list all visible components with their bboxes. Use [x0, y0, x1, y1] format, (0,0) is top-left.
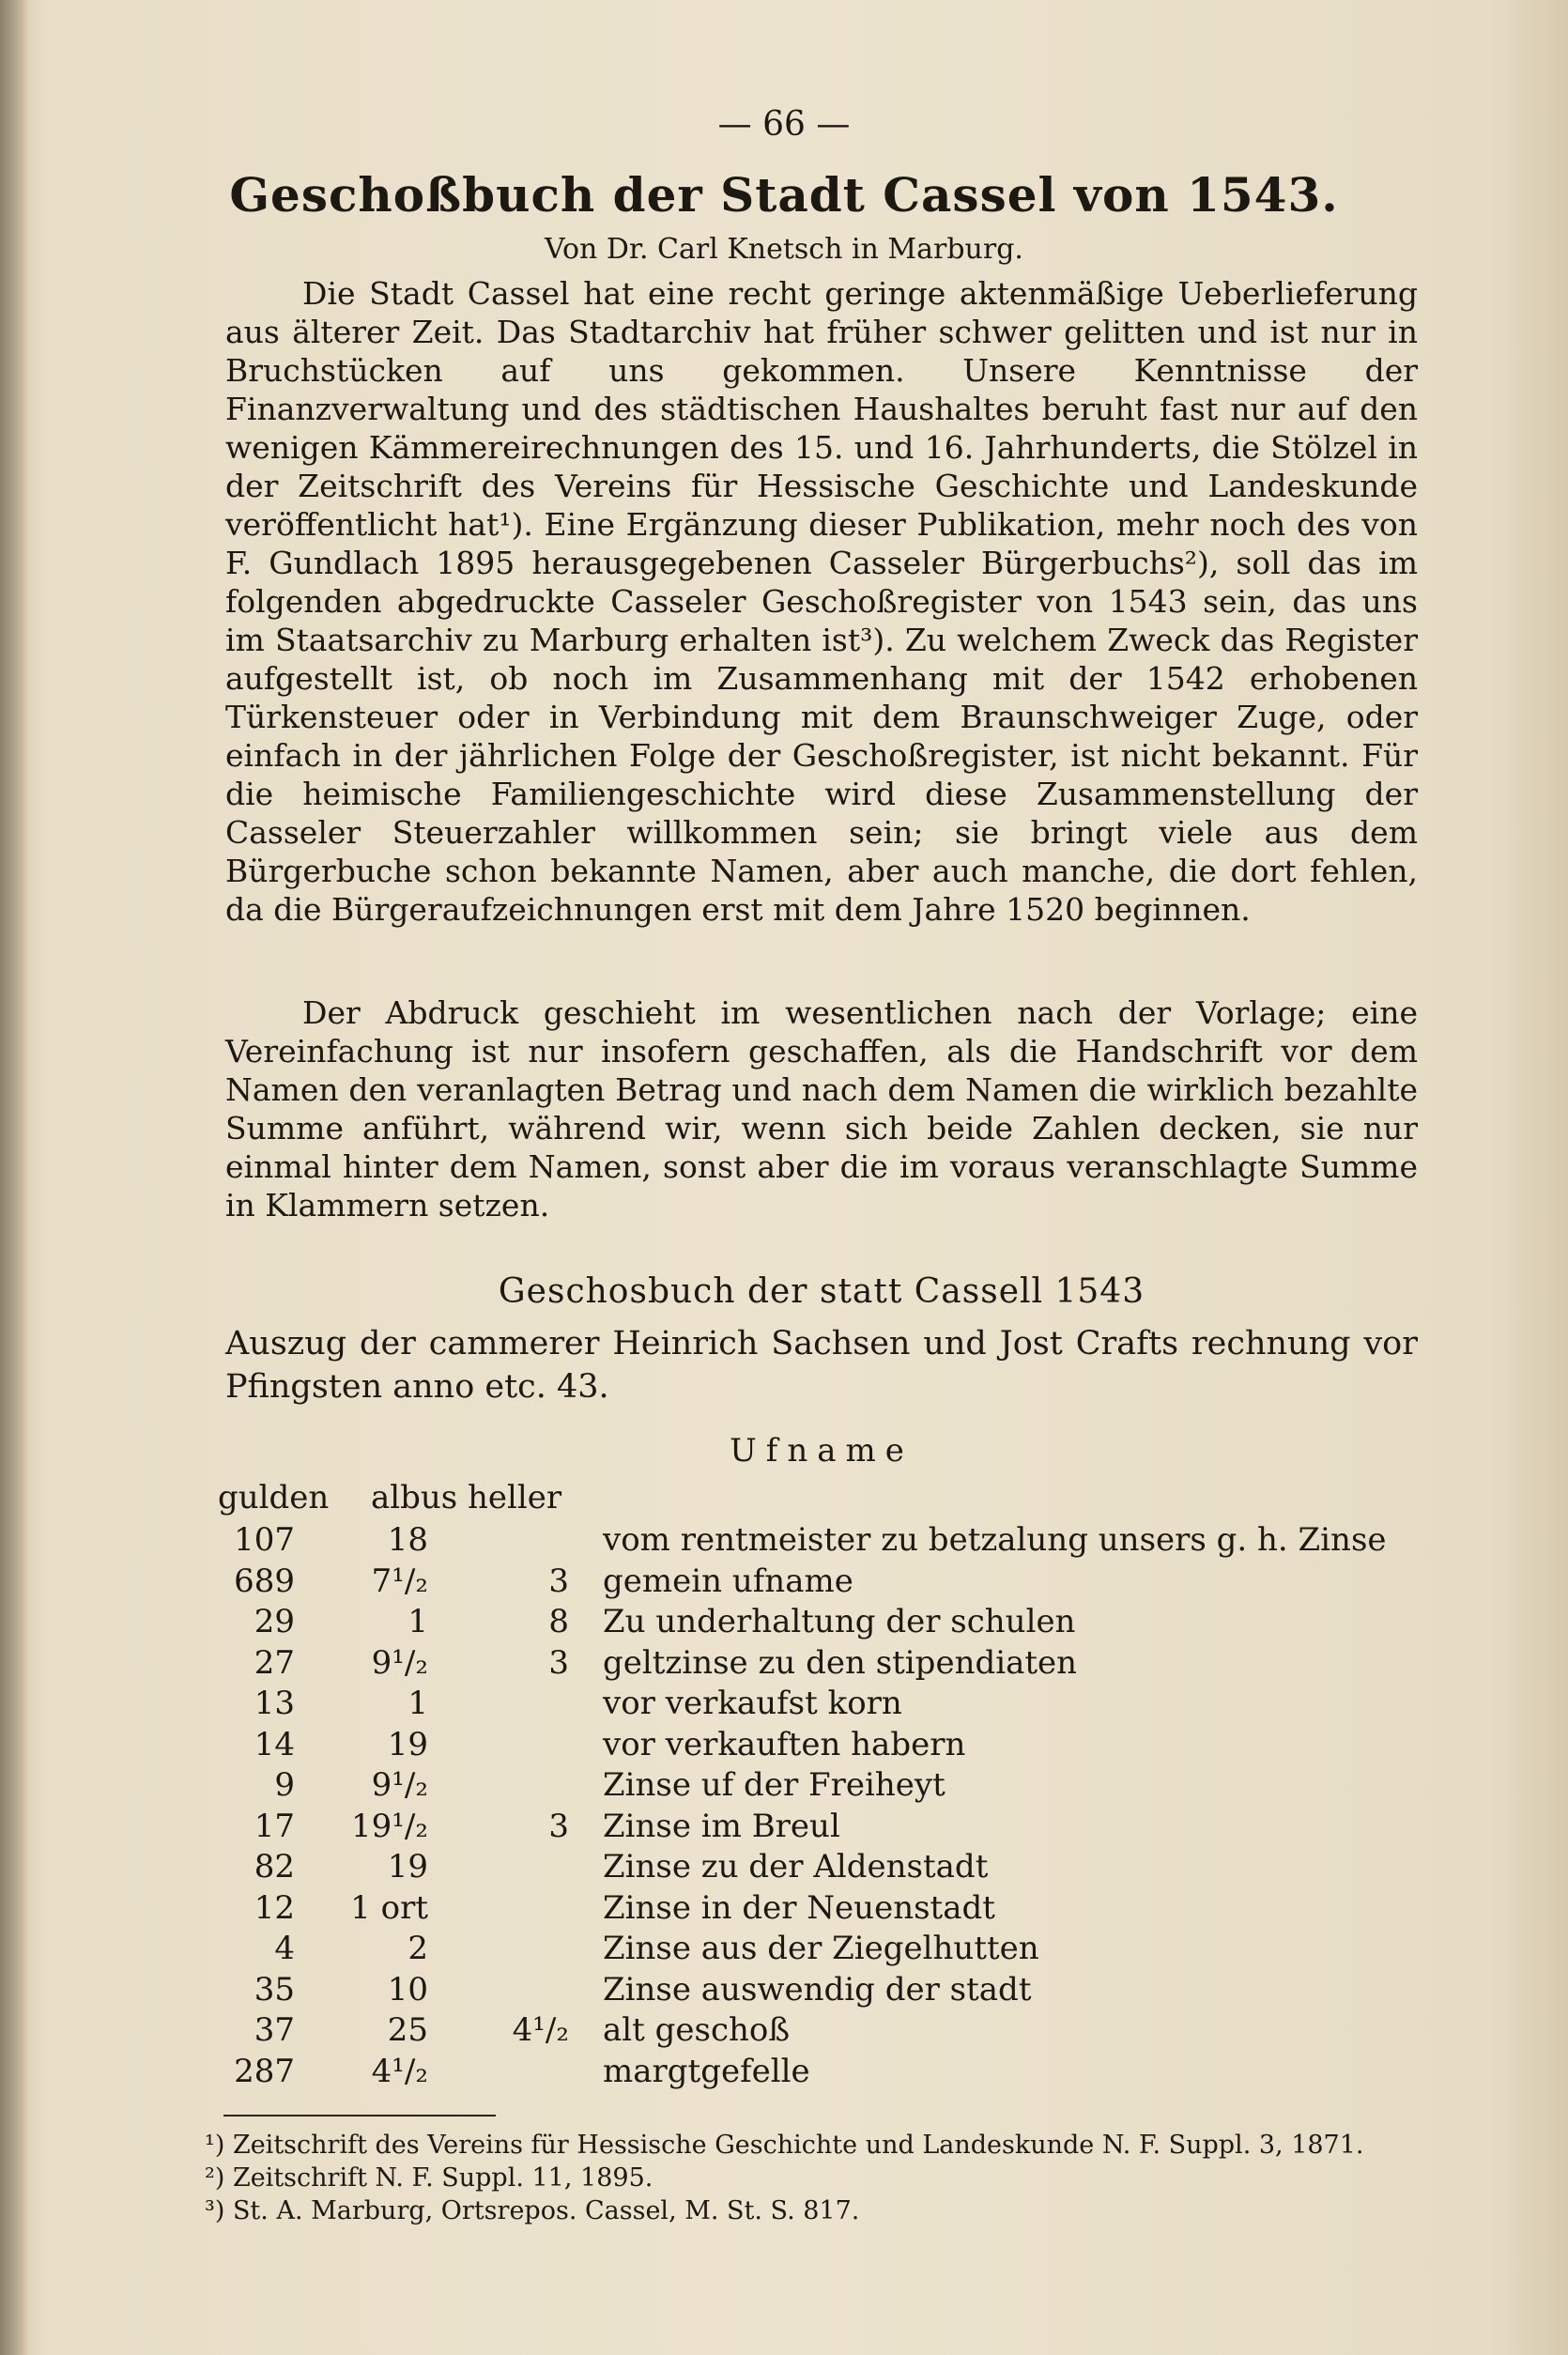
- cell-heller: 4¹/₂: [512, 2011, 569, 2049]
- cell-description: vor verkaufst korn: [603, 1685, 902, 1722]
- page-number: — 66 —: [717, 105, 851, 144]
- section-title: Ufname: [730, 1432, 914, 1470]
- table-row: [216, 1930, 1418, 1971]
- record-subheading: Auszug der cammerer Heinrich Sachsen und Jost Crafts rechnung vor Pfingsten anno etc. 43.: [225, 1325, 1418, 1406]
- book-spine-shadow: [0, 0, 28, 2355]
- cell-gulden: 107: [234, 1521, 295, 1559]
- cell-albus: 19: [387, 1725, 428, 1763]
- cell-albus: 2: [407, 1930, 428, 1967]
- column-header-gulden: gulden: [218, 1479, 330, 1516]
- cell-heller: 3: [548, 1643, 569, 1682]
- ledger-table: [216, 1521, 1418, 2093]
- cell-albus: 18: [387, 1521, 428, 1559]
- table-row: [216, 1685, 1418, 1726]
- cell-gulden: 27: [254, 1643, 295, 1682]
- footnote-2: ²) Zeitschrift N. F. Suppl. 11, 1895.: [205, 2163, 653, 2193]
- cell-description: Zinse im Breul: [603, 1807, 840, 1845]
- footnote-divider: [223, 2115, 496, 2116]
- table-row: [216, 1603, 1418, 1644]
- cell-gulden: 689: [234, 1562, 295, 1600]
- method-paragraph: Der Abdruck geschieht im wesentlichen nach der Vorlage; eine Vereinfachung ist nur insofern geschaffen, als die Handschrift vor dem Namen den veranlagten Betrag und nach dem Namen die wirklich bezahlte Summe anführt, während wir, wenn sich beide Zahlen decken, sie nur einmal hinter dem Namen, sonst aber die im voraus veranschlagte Summe in Klammern setzen.: [225, 994, 1418, 1224]
- cell-description: geltzinse zu den stipendiaten: [603, 1643, 1078, 1682]
- table-row: [216, 1644, 1418, 1685]
- cell-description: Zu underhaltung der schulen: [603, 1603, 1076, 1640]
- table-row: [216, 2011, 1418, 2053]
- cell-albus: 1: [407, 1685, 428, 1722]
- cell-albus: 19¹/₂: [351, 1807, 428, 1845]
- cell-albus: 19: [387, 1848, 428, 1886]
- cell-gulden: 9: [274, 1766, 295, 1804]
- cell-gulden: 13: [254, 1685, 295, 1722]
- cell-description: vom rentmeister zu betzalung unsers g. h. Zinse: [603, 1521, 1387, 1559]
- cell-description: vor verkauften habern: [603, 1725, 966, 1763]
- cell-heller: 3: [548, 1562, 569, 1600]
- cell-description: Zinse uf der Freiheyt: [603, 1766, 945, 1804]
- cell-gulden: 287: [234, 2052, 295, 2090]
- column-header-heller: heller: [468, 1479, 562, 1516]
- cell-gulden: 37: [254, 2011, 295, 2049]
- cell-gulden: 12: [254, 1888, 295, 1927]
- record-heading: Geschosbuch der statt Cassell 1543: [498, 1272, 1145, 1311]
- cell-albus: 9¹/₂: [371, 1643, 428, 1682]
- cell-albus: 1: [407, 1603, 428, 1640]
- table-row: [216, 1766, 1418, 1808]
- footnote-3: ³) St. A. Marburg, Ortsrepos. Cassel, M. St. S. 817.: [205, 2196, 860, 2225]
- column-header-albus: albus: [371, 1479, 458, 1516]
- cell-gulden: 4: [274, 1930, 295, 1967]
- table-row: [216, 1521, 1418, 1562]
- table-row: [216, 1848, 1418, 1889]
- cell-description: Zinse aus der Ziegelhutten: [603, 1930, 1039, 1967]
- table-row: [216, 1808, 1418, 1849]
- table-row: [216, 1971, 1418, 2012]
- cell-description: Zinse zu der Aldenstadt: [603, 1848, 989, 1886]
- cell-description: margtgefelle: [603, 2052, 810, 2090]
- cell-heller: 3: [548, 1807, 569, 1845]
- article-title: Geschoßbuch der Stadt Cassel von 1543.: [229, 167, 1339, 223]
- table-row: [216, 1562, 1418, 1604]
- cell-gulden: 29: [254, 1603, 295, 1640]
- cell-gulden: 35: [254, 1970, 295, 2009]
- cell-heller: 8: [548, 1603, 569, 1640]
- cell-description: gemein ufname: [603, 1562, 853, 1600]
- cell-albus: 9¹/₂: [371, 1766, 428, 1804]
- author-line: Von Dr. Carl Knetsch in Marburg.: [545, 233, 1023, 266]
- cell-albus: 10: [387, 1970, 428, 2009]
- table-row: [216, 1889, 1418, 1931]
- cell-description: alt geschoß: [603, 2011, 791, 2049]
- table-row: [216, 1726, 1418, 1767]
- cell-albus: 4¹/₂: [371, 2052, 428, 2090]
- cell-albus: 7¹/₂: [371, 1562, 428, 1600]
- cell-description: Zinse in der Neuenstadt: [603, 1888, 995, 1927]
- cell-description: Zinse auswendig der stadt: [603, 1970, 1032, 2009]
- cell-gulden: 17: [254, 1807, 295, 1845]
- cell-albus: 25: [387, 2011, 428, 2049]
- footnote-1: ¹) Zeitschrift des Vereins für Hessische Geschichte und Landeskunde N. F. Suppl. 3, 1871.: [205, 2131, 1364, 2160]
- cell-albus: 1 ort: [350, 1888, 428, 1927]
- intro-paragraph: Die Stadt Cassel hat eine recht geringe aktenmäßige Ueberlieferung aus älterer Zeit. Das Stadtarchiv hat früher schwer gelitten und ist nur in Bruchstücken auf uns gekommen. Unsere Kenntnisse der Finanzverwaltung und des städtischen Haushaltes beruht fast nur auf den wenigen Kämmereirechnungen des 15. und 16. Jahrhunderts, die Stölzel in der Zeitschrift des Vereins für Hessische Geschichte und Landeskunde veröffentlicht hat¹). Eine Ergänzung dieser Publikation, mehr noch des von F. Gundlach 1895 herausgegebenen Casseler Bürgerbuchs²), soll das im folgenden abgedruckte Casseler Geschoßregister von 1543 sein, das uns im Staatsarchiv zu Marburg erhalten ist³). Zu welchem Zweck das Register aufgestellt ist, ob noch im Zusammenhang mit der 1542 erhobenen Türkensteuer oder in Verbindung mit dem Braunschweiger Zuge, oder einfach in der jährlichen Folge der Geschoßregister, ist nicht bekannt. Für die heimische Familiengeschichte wird diese Zusammenstellung der Casseler Steuerzahler willkommen sein; sie bringt viele aus dem Bürgerbuche schon bekannte Namen, aber auch manche, die dort fehlen, da die Bürgeraufzeichnungen erst mit dem Jahre 1520 beginnen.: [225, 275, 1418, 928]
- cell-gulden: 82: [254, 1848, 295, 1886]
- cell-gulden: 14: [254, 1725, 295, 1763]
- table-row: [216, 2053, 1418, 2094]
